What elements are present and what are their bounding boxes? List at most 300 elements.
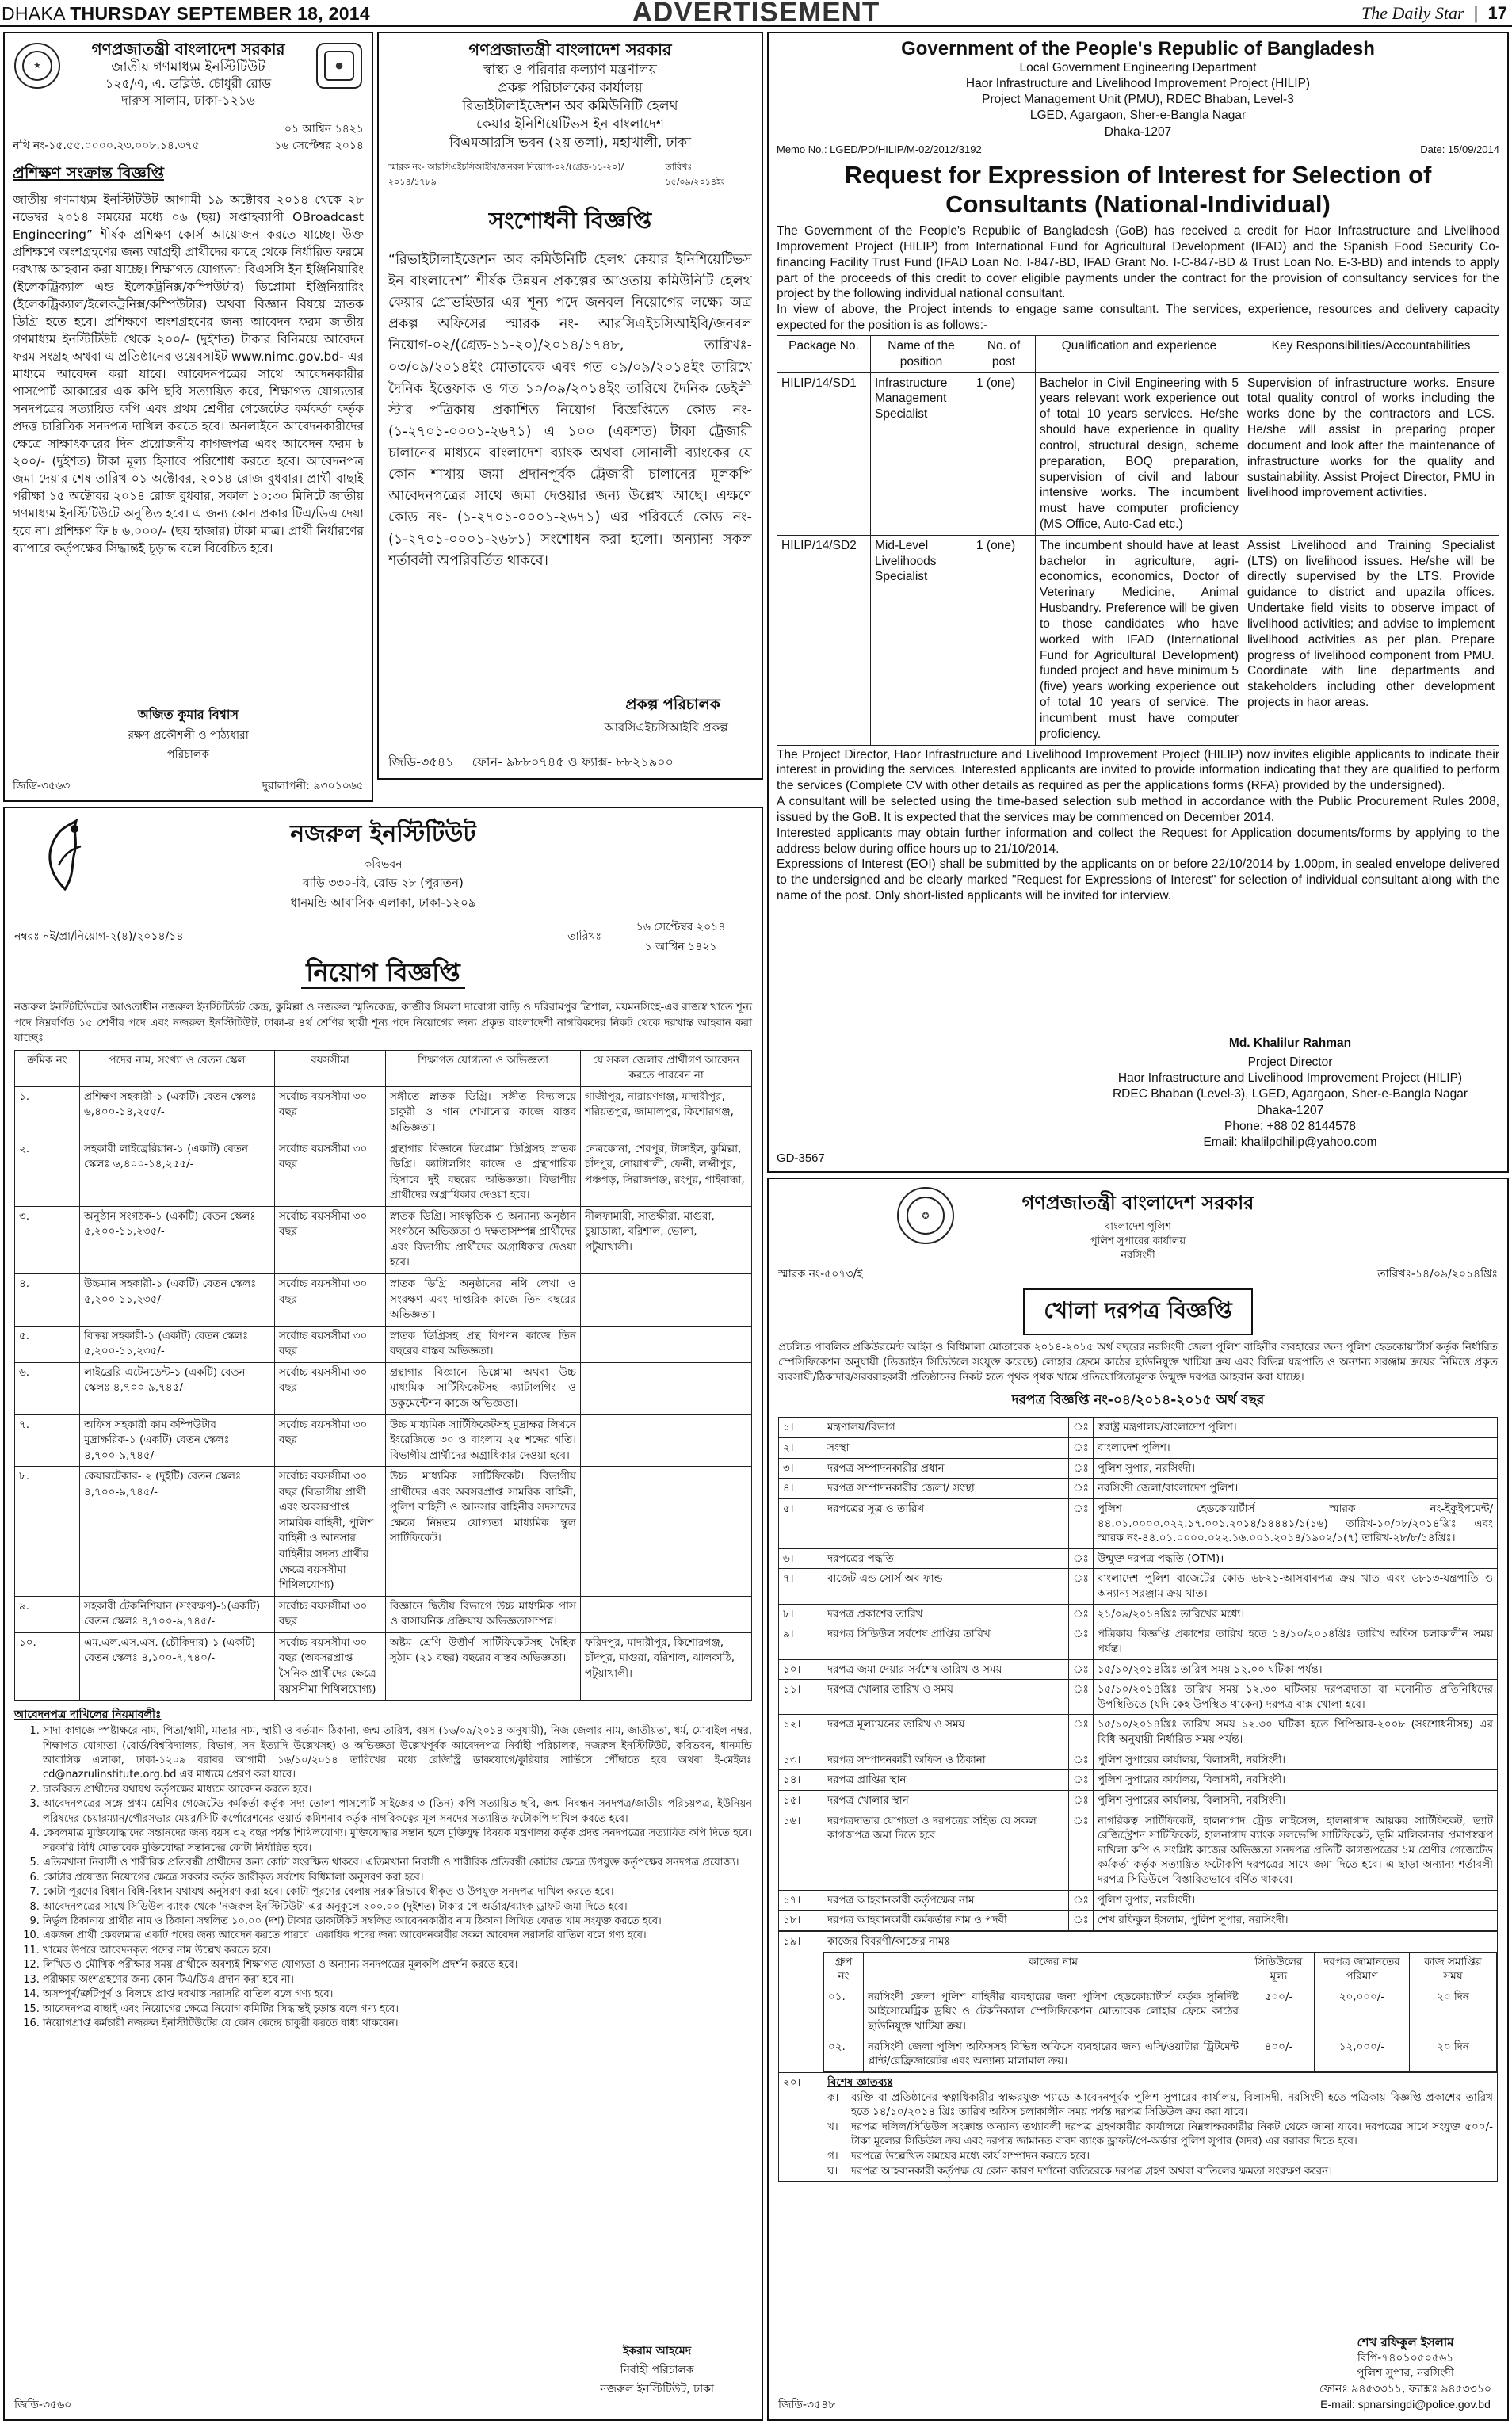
phone: ফোন- ৯৮৮০৭৪৫ ও ফ্যাক্স- ৮৮২১৯০০	[472, 754, 674, 769]
table-cell: সর্বোচ্চ বয়সসীমা ৩০ বছর	[275, 1326, 386, 1362]
table-row	[779, 1911, 1498, 1931]
table-cell: উচ্চমান সহকারী-১ (একটি) বেতন স্কেলঃ ৫,২০০-১১,২৩৫/-	[80, 1274, 275, 1327]
address-line: RDEC Bhaban (Level-3), LGED, Agargaon, Sher-e-Bangla Nagar	[1112, 1087, 1468, 1101]
rule-item: 10. একজন প্রার্থী কেবলমাত্র একটি পদের জন্য আবেদন করতে পারবে। একাধিক পদের জন্য আবেদনকারীর সকল আবেদন সরাসরি বাতিল বলে গণ্য হবে।	[43, 1929, 752, 1943]
table-cell: ০১.	[824, 1987, 864, 2037]
row-value: পুলিশ হেডকোয়ার্টার্স স্মারক নং-ইকুইপমেন্ট/৪৪.০১.০০০০.০২২.১৭.০০১.২০১৪/১৪৪৪১/১(১৬) তারিখ-১০/০৮/২০১৪খ্রিঃ এবং স্মারক নং-৪৪.০১.০০০০.০২২.১৬.০০১.২০১৪/১৯০২/১(৭) তারিখ-২৮/৮/১৪খ্রিঃ।	[1093, 1498, 1497, 1548]
project-name: কেয়ার ইনিশিয়েটিভস ইন বাংলাদেশ	[475, 116, 665, 133]
rule-item: 1. সাদা কাগজে স্পষ্টাক্ষরে নাম, পিতা/স্বামী, মাতার নাম, স্থায়ী ও বর্তমান ঠিকানা, জন্ম তারিখ, বয়স (১৬/০৯/২০১৪ অনুযায়ী), নিজ জেলার নাম, জাতীয়তা, ধর্ম, মোবাইল নম্বর, শিক্ষাগত যোগ্যতা (বোর্ড/বিশ্ববিদ্যালয়, বিভাগ, সন ইত্যাদি উল্লেখসহ) ও অভিজ্ঞতা উল্লেখপূর্বক আবেদনপত্র নির্বাহী পরিচালক, নজরুল ইনস্টিটিউট, কবিভবন, ধানমন্ডি আবাসিক এলাকা, ঢাকা-১২০৯ বরাবর আগামী ১৬/১০/২০১৪ তারিখের মধ্যে রেজিস্ট্রি ডাকযোগে/কুরিয়ার সার্ভিসে পৌঁছাতে হবে অথবা ই-মেইলঃ cd@nazrulinstitute.org.bd এর মাধ্যমে প্রেরণ করা যাবে।	[43, 1724, 752, 1783]
masthead	[0, 0, 1512, 27]
table-cell: সহকারী লাইব্রেরিয়ান-১ (একটি) বেতন স্কেলঃ ৬,৪০০-১৪,২৫৫/-	[80, 1139, 275, 1206]
nimc-logo-icon: ●	[316, 43, 362, 89]
table-cell: অফিস সহকারী কাম কম্পিউটার মুদ্রাক্ষরিক-১ (একটি) বেতন স্কেলঃ ৪,৭০০-৯,৭৪৫/-	[80, 1414, 275, 1467]
row-number: ১৮।	[779, 1911, 823, 1931]
rule-item: 4. কেবলমাত্র মুক্তিযোদ্ধাদের সন্তানদের জন্য বয়স ৩২ বছর পর্যন্ত শিথিলযোগ্য। মুক্তিযোদ্ধার সন্তান হলে মুক্তিযুদ্ধ বিষয়ক মন্ত্রণালয় কর্তৃক প্রদত্ত সনদপত্রের সত্যায়িত কপি দিতে হবে। সরকারি বিধি মোতাবেক মুক্তিযোদ্ধা সন্তানদের কোটা নির্ধারিত হবে।	[43, 1827, 752, 1856]
table-row	[15, 1414, 752, 1467]
row-number: ১৭।	[779, 1890, 823, 1911]
org-subtitle: কবিভবন	[364, 858, 403, 871]
table-cell	[581, 1467, 752, 1597]
table-cell: Infrastructure Management Specialist	[871, 372, 972, 535]
table-cell: ৪.	[15, 1274, 80, 1327]
work-label: কাজের বিবরণী/কাজের নামঃ	[827, 1934, 950, 1948]
table-cell: উচ্চ মাধ্যমিক সার্টিফিকেট। বিভাগীয় প্রার্থীদের এবং অবসরপ্রাপ্ত সামরিক বাহিনী, পুলিশ বাহিনী ও আনসার বাহিনীর সদস্যদের ক্ষেত্রে নিম্নতম যোগ্যতা মাধ্যমিক স্কুল সার্টিফিকেট।	[386, 1467, 581, 1597]
rule-item: 9. নির্ভুল ঠিকানায় প্রার্থীর নাম ও ঠিকানা সম্বলিত ১০.০০ (দশ) টাকার ডাকটিকিট সম্বলিত আবেদনকারীর নাম ঠিকানা লিখিত ফেরত খাম সংযুক্ত করতে হবে।	[43, 1914, 752, 1929]
intro-paragraph: প্রচলিত পাবলিক প্রকিউরমেন্ট আইন ও বিধিমালা মোতাবেক ২০১৪-২০১৫ অর্থ বছরের নরসিংদী জেলা পুলিশ বাহিনীর ব্যবহারের জন্য পুলিশ হেডকোয়ার্টার্স কর্তৃক নির্ধারিত স্পেসিফিকেশন অনুযায়ী (ডিজাইন সিডিউলে সংযুক্ত করেছে) লোহার ফ্রেমে কাঠের ছাউনিযুক্ত খাটিয়া ক্রয় এবং বিভিন্ন যন্ত্রপাতি ও অন্যান্য সরঞ্জাম ক্রয়ের নিমিত্তে প্রকৃত ব্যবসায়ী/ঠিকাদার/সরবরাহকারী প্রতিষ্ঠানের নিকট হতে পৃথক পৃথক খামে প্রতিযোগিতামূলক উন্মুক্ত দরপত্র আহবান করা যাচ্ছে।	[778, 1341, 1498, 1384]
row-value: ১৫/১০/২০১৪খ্রিঃ তারিখ সময় ১২.০০ ঘটিকা পর্যন্ত।	[1093, 1659, 1497, 1680]
table-cell: সর্বোচ্চ বয়সসীমা ৩০ বছর	[275, 1414, 386, 1467]
table-cell: প্রশিক্ষণ সহকারী-১ (একটি) বেতন স্কেলঃ ৬,৪০০-১৪,২৫৫/-	[80, 1086, 275, 1139]
table-row	[824, 1987, 1497, 2037]
notice-title: নিয়োগ বিজ্ঞপ্তি	[301, 957, 464, 989]
address-line: Haor Infrastructure and Livelihood Improvement Project (HILIP)	[965, 77, 1311, 91]
row-number: ৪।	[779, 1479, 823, 1499]
separator: ঃ	[1069, 1715, 1094, 1750]
ad-rchcib	[377, 32, 763, 780]
table-row	[777, 535, 1499, 745]
tender-table	[778, 1417, 1498, 1931]
note-item	[827, 2120, 1493, 2149]
row-label: দরপত্র সিডিউল সর্বশেষ প্রাপ্তির তারিখ	[823, 1624, 1069, 1659]
table-row	[779, 1604, 1498, 1624]
separator: ঃ	[1069, 1548, 1094, 1569]
rule-item: 13. পরীক্ষায় অংশগ্রহণের জন্য কোন টিএ/ডিএ প্রদান করা হবে না।	[43, 1973, 752, 1987]
row-label: দরপত্র সম্পাদনকারীর জেলা/ সংস্থা	[823, 1479, 1069, 1499]
row-label: মন্ত্রণালয়/বিভাগ	[823, 1418, 1069, 1438]
table-cell: অনুষ্ঠান সংগঠক-১ (একটি) বেতন স্কেলঃ ৫,২০০-১১,২৩৫/-	[80, 1206, 275, 1273]
signer-id: বিপি-৭৪০১০৫০৫৬১	[1357, 2351, 1454, 2365]
row-value: শেখ রফিকুল ইসলাম, পুলিশ সুপার, নরসিংদী।	[1093, 1911, 1497, 1931]
memo-date: তারিখঃ ১৫/০৯/২০১৪ইং	[665, 161, 725, 187]
column-header: দরপত্র জামানতের পরিমাণ	[1315, 1952, 1410, 1987]
police-emblem-icon: ✪	[897, 1187, 954, 1244]
table-cell: নরসিংদী জেলা পুলিশ অফিসসহ বিভিন্ন অফিসে ব্যবহারের জন্য এসি/ওয়াটার ট্রিটমেন্ট প্লান্ট/রেফ্রিজারেটর এবং অন্যান্য মালামাল ক্রয়।	[864, 2037, 1243, 2071]
rule-item: 7. কোটা পূরণের বিধান বিধি-বিধান যথাযথ অনুসরণ করা হবে। কোটা পূরণের বেলায় সরকারিভাবে স্বীকৃত ও উপযুক্ত সনদপত্র দাখিল করতে হবে।	[43, 1885, 752, 1899]
section-title: ADVERTISEMENT	[632, 0, 880, 28]
row-number: ১০।	[779, 1659, 823, 1680]
row-value: বাংলাদেশ পুলিশ।	[1093, 1438, 1497, 1459]
rule-item: 11. খামের উপরে আবেদনকৃত পদের নাম উল্লেখ করতে হবে।	[43, 1944, 752, 1958]
table-cell: বিক্রয় সহকারী-১ (একটি) বেতন স্কেলঃ ৫,২০০-১১,২৩৫/-	[80, 1326, 275, 1362]
intro-paragraph: In view of above, the Project intends to engage same consultant. The services, experience, resources and delivery capacity expected for the position is as follows:-	[777, 303, 1499, 333]
note-item	[827, 2164, 1493, 2179]
row-value: উন্মুক্ত দরপত্র পদ্ধতি (OTM)।	[1093, 1548, 1497, 1569]
table-cell: সহকারী টেকনিশিয়ান (সংরক্ষণ)-১(একটি) বেতন স্কেলঃ ৪,৭০০-৯,৭৪৫/-	[80, 1596, 275, 1632]
table-row	[15, 1632, 752, 1700]
row-label: সংস্থা	[823, 1438, 1069, 1459]
row-number: ২।	[779, 1438, 823, 1459]
table-cell	[581, 1596, 752, 1632]
memo-number: স্মারক নং-৫০৭৩/ই	[778, 1268, 863, 1281]
address-line: পুলিশ সুপারের কার্যালয়	[1090, 1235, 1186, 1248]
column-header: ক্রমিক নং	[15, 1050, 80, 1086]
table-cell	[581, 1362, 752, 1414]
row-value: পুলিশ সুপারের কার্যালয়, বিলাসদী, নরসিংদী।	[1093, 1770, 1497, 1791]
signature-block	[600, 2342, 714, 2399]
table-row	[779, 1479, 1498, 1499]
ad-nazrul	[3, 807, 763, 2421]
column-header: বয়সসীমা	[275, 1050, 386, 1086]
column-header: কাজ সমাপ্তির সময়	[1410, 1952, 1497, 1987]
row-label: দরপত্র খোলার স্থান	[823, 1790, 1069, 1811]
row-label: দরপত্র মূল্যায়নের তারিখ ও সময়	[823, 1715, 1069, 1750]
table-row	[779, 1715, 1498, 1750]
memo-date: তারিখঃ-১৪/০৯/২০১৪খ্রিঃ	[1376, 1268, 1498, 1281]
table-cell: ১২,০০০/-	[1315, 2037, 1410, 2071]
table-cell: স্নাতক ডিগ্রি। অনুষ্ঠানের নথি লেখা ও সংরক্ষণ এবং দাপ্তরিক কাজে তিন বছরের অভিজ্ঞতা।	[386, 1274, 581, 1327]
table-cell: নীলফামারী, সাতক্ষীরা, মাগুরা, চুয়াডাঙ্গা, বরিশাল, ভোলা, পটুয়াখালী।	[581, 1206, 752, 1273]
table-header-row	[824, 1952, 1497, 1987]
row-value: ২১/০৯/২০১৪খ্রিঃ তারিখের মধ্যে।	[1093, 1604, 1497, 1624]
row-number: ১।	[779, 1418, 823, 1438]
table-row	[15, 1326, 752, 1362]
separator: ঃ	[1069, 1659, 1094, 1680]
table-cell: সর্বোচ্চ বয়সসীমা ৩০ বছর	[275, 1139, 386, 1206]
table-cell: ২.	[15, 1139, 80, 1206]
separator: ঃ	[1069, 1458, 1094, 1479]
row-label: দরপত্র প্রাপ্তির স্থান	[823, 1770, 1069, 1791]
masthead-paper: The Daily Star | 17	[1361, 3, 1507, 23]
tender-subtitle: দরপত্র বিজ্ঞপ্তি নং-০৪/২০১৪-২০১৫ অর্থ বছর	[1011, 1392, 1265, 1409]
table-row	[15, 1467, 752, 1597]
govt-heading: গণপ্রজাতন্ত্রী বাংলাদেশ সরকার	[91, 40, 285, 59]
notice-body: জাতীয় গণমাধ্যম ইনস্টিটিউট আগামী ১৯ অক্টোবর ২০১৪ থেকে ২৮ নভেম্বর ২০১৪ সময়ের মধ্যে ০৬ (ছয়) সপ্তাহব্যাপী OBroadcast Engineering” শীর্ষক প্রশিক্ষণ কোর্স আয়োজন করতে যাচ্ছে। উক্ত প্রশিক্ষণে অংশগ্রহণের জন্য আগ্রহী প্রার্থীদের কাছে থেকে নির্ধারিত ফরমে দরখাস্ত আহবান করা যাচ্ছে। শিক্ষাগত যোগ্যতা: বিএসসি ইন ইঞ্জিনিয়ারিং (ইলেকট্রিক্যাল এন্ড ইলেকট্রনিক্স/কম্পিউটার) ডিপ্লোমা ইঞ্জিনিয়ারিং (ইলেকট্রিক্যাল/ইলেকট্রনিক্স/কম্পিউটার) অথবা বিজ্ঞান বিষয়ে স্নাতক ডিগ্রি হতে হবে। প্রশিক্ষণে অংশগ্রহণের জন্য আবেদন ফরম জাতীয় গণমাধ্যম ইনস্টিটিউট থেকে ২০০/- (দুইশত) টাকার বিনিময়ে আবেদন ফরম সংগ্রহ অথবা এ প্রতিষ্ঠানের ওয়েবসাইট www.nimc.gov.bd- এর মাধ্যমে আবেদন করা যাবে। আবেদনপত্রের সাথে আবেদনকারীর পাসপোর্ট আকারের এক কপি ছবি সত্যায়িত করে, শিক্ষাগত যোগ্যতার সনদপত্রের সত্যায়িত কপি এবং প্রথম শ্রেণীর গেজেটেড কর্মকর্তা কর্তৃক প্রদত্ত চারিত্রিক সনদপত্র দাখিল করতে হবে। অনলাইনে আবেদনকারীদের ক্ষেত্রে সাক্ষাৎকারের দিন প্রয়োজনীয় কাগজপত্র এবং আবেদন ফরম ৳ ২০০/- (দুইশত) টাকা মূল্য হিসাবে পরিশোধ করতে হবে। আবেদনপত্র জমা দেয়ার শেষ তারিখ ০১ অক্টোবর, ২০১৪ রোজ বুধবার। প্রার্থী বাছাই পরীক্ষা ১৫ অক্টোবর ২০১৪ রোজ বুধবার, সকাল ১০:৩০ মিনিটে জাতীয় গণমাধ্যম ইনস্টিটিউটে অনুষ্ঠিত হবে। এ জন্য কোন প্রকার টিএ/ডিএ দেয়া হবে না। প্রশিক্ষণ ফি ৳ ৬,০০০/- (ছয় হাজার) টাকা মাত্র। প্রার্থী নির্ধারণের ব্যাপারে কর্তৃপক্ষের সিদ্ধান্তই চূড়ান্ত বলে বিবেচিত হবে।	[13, 193, 364, 556]
signer-role: নির্বাহী পরিচালক	[620, 2364, 694, 2376]
table-cell: সর্বোচ্চ বয়সসীমা ৩০ বছর	[275, 1362, 386, 1414]
govt-seal-icon: ★	[14, 43, 60, 89]
table-row	[15, 1139, 752, 1206]
govt-heading: Government of the People's Republic of Bangladesh	[901, 38, 1375, 59]
separator: ঃ	[1069, 1770, 1094, 1791]
table-cell: Assist Livelihood and Training Specialist (LTS) on livelihood issues. He/she will be directly supervised by the LTS. Provide guidance to district and upazila offices. Undertake field visits to observe impact of livelihood activities; and advise to implement livelihood activities as per plan. Prepare progress of livelihood component from PMU. Coordinate with line departments and stakeholders including other development projects in haor areas.	[1243, 535, 1499, 745]
table-cell: গ্রন্থাগার বিজ্ঞানে ডিপ্লোমা ডিগ্রিসহ স্নাতক ডিগ্রি। ক্যাটালগিং কাজে ও গ্রন্থাগারিক হিসাবে দুই বছরের অভিজ্ঞতা। বিভাগীয় প্রার্থীদের অগ্রাধিকার দেওয়া হবে।	[386, 1139, 581, 1206]
table-cell: Mid-Level Livelihoods Specialist	[871, 535, 972, 745]
org-title: নজরুল ইনস্টিটিউট	[290, 820, 476, 848]
table-cell: ৪০০/-	[1243, 2037, 1315, 2071]
separator: ঃ	[1069, 1811, 1094, 1890]
date-bengali: ১ আশ্বিন ১৪২১	[644, 941, 717, 953]
phone: Phone: +88 02 8144578	[1224, 1119, 1356, 1133]
table-row	[779, 2072, 1498, 2181]
work-table-body	[824, 1987, 1497, 2071]
row-number: ১৪।	[779, 1770, 823, 1791]
table-cell: সঙ্গীতে স্নাতক ডিগ্রি। সঙ্গীত বিদ্যালয়ে চাকুরী ও গান শেখানোর কাজে বাস্তব অভিজ্ঞতা।	[386, 1086, 581, 1139]
signature-block	[1319, 2334, 1491, 2413]
column-header: No. of post	[972, 335, 1036, 372]
note-text: ব্যক্তি বা প্রতিষ্ঠানের স্বত্বাধিকারীর স্বাক্ষরযুক্ত প্যাডে আবেদনপূর্বক পুলিশ সুপারের কার্যালয়, বিলাসদী, নরসিংদী হতে পত্রিকায় বিজ্ঞপ্তি প্রকাশের তারিখ হতে ১৪/১০/২০১৪ খ্রিঃ তারিখ অফিস চলাকালীন সময় পর্যন্ত দরপত্র সিডিউল ক্রয় করা যাবে।	[851, 2090, 1493, 2119]
rule-item: 2. চাকরিরত প্রার্থীদের যথাযথ কর্তৃপক্ষের মাধ্যমে আবেদন করতে হবে।	[43, 1783, 752, 1797]
signer-name: Md. Khalilur Rahman	[1228, 1036, 1352, 1051]
memo-number: স্মারক নং- আরসিএইচসিআইবি/জনবল নিয়োগ-০২/(গ্রেড-১১-২০)/২০১৪/১৭৮৯	[388, 161, 624, 187]
separator: ঃ	[1069, 1498, 1094, 1548]
separator: ঃ	[1069, 1569, 1094, 1604]
column-header: Qualification and experience	[1036, 335, 1243, 372]
date-gregorian: ১৬ সেপ্টেম্বর ২০১৪	[609, 918, 752, 937]
table-cell: গ্রন্থাগার বিজ্ঞানে ডিপ্লোমা অথবা উচ্চ মাধ্যমিক সার্টিফিকেটসহ ক্যাটালগিং ও ডকুমেন্টেশন কাজে অভিজ্ঞতা।	[386, 1362, 581, 1414]
row-value: বাংলাদেশ পুলিশ বাজেটের কোড ৬৮২১-আসবাবপত্র ক্রয় খাত এবং ৬৮১৩-যন্ত্রপাতি ও অন্যান্য সরঞ্জাম ক্রয় খাত।	[1093, 1569, 1497, 1604]
row-value: পুলিশ সুপারের কার্যালয়, বিলাসদী, নরসিংদী।	[1093, 1790, 1497, 1811]
separator: ঃ	[1069, 1890, 1094, 1911]
table-cell	[581, 1274, 752, 1327]
table-cell: HILIP/14/SD2	[777, 535, 871, 745]
note-text: দরপত্র আহবানকারী কর্তৃপক্ষ যে কোন কারণ দর্শানো ব্যতিরেকে দরপত্র গ্রহণ অথবা বাতিলের ক্ষমতা সংরক্ষণ করেন।	[851, 2164, 1333, 2178]
work-table	[778, 1931, 1498, 2182]
tender-table-body	[779, 1418, 1498, 1931]
row-label: দরপত্র আহবানকারী কর্মকর্তার নাম ও পদবী	[823, 1911, 1069, 1931]
table-cell: ৩.	[15, 1206, 80, 1273]
intro-paragraph: নজরুল ইনস্টিটিউটের আওতাধীন নজরুল ইনস্টিটিউট কেন্দ্র, কুমিল্লা ও নজরুল স্মৃতিকেন্দ্র, কাজীর সিমলা দারোগা বাড়ি ও দরিরামপুর ত্রিশাল, ময়মনসিংহ-এর রাজস্ব খাতে শূন্য পদে নিম্নবর্ণিত ১৫ শ্রেণীর পদে এবং নজরুল ইনস্টিটিউট, ঢাকা-র ৪র্থ শ্রেণির স্থায়ী শূন্য পদে নিয়োগের জন্য প্রকৃত বাংলাদেশী নাগরিকদের নিকট থেকে দরখাস্ত আহবান করা যাচ্ছেঃ	[14, 1001, 752, 1045]
table-row	[779, 1931, 1498, 2072]
ad-id: জিডি-৩৫৪৮	[778, 2399, 836, 2411]
table-cell: বিজ্ঞানে দ্বিতীয় বিভাগে উচ্চ মাধ্যমিক পাস ও রাসায়নিক প্রক্রিয়ায় অভিজ্ঞতাসম্পন্ন।	[386, 1596, 581, 1632]
row-label: দরপত্র প্রকাশের তারিখ	[823, 1604, 1069, 1624]
table-cell: 1 (one)	[972, 535, 1036, 745]
signer-role: পুলিশ সুপার, নরসিংদী	[1357, 2367, 1454, 2380]
ministry: স্বাস্থ্য ও পরিবার কল্যাণ মন্ত্রণালয়	[483, 62, 657, 78]
address-line: LGED, Agargaon, Sher-e-Bangla Nagar	[1029, 109, 1247, 123]
note-item	[827, 2090, 1493, 2120]
separator: ঃ	[1069, 1438, 1094, 1459]
memo-date: Date: 15/09/2014	[1420, 143, 1499, 155]
rule-item: 12. লিখিত ও মৌখিক পরীক্ষার সময় প্রার্থীকে অবশ্যই শিক্ষাগত যোগ্যতা ও অন্যান্য সনদপত্রের মূলকপি প্রদর্শন করতে হবে।	[43, 1958, 752, 1972]
table-cell: উচ্চ মাধ্যমিক সার্টিফিকেটসহ মুদ্রাক্ষর লিখনে ইংরেজিতে ৩০ ও বাংলায় ২৫ শব্দের গতি। বিভাগীয় প্রার্থীদের অগ্রাধিকার দেওয়া হবে।	[386, 1414, 581, 1467]
notes-title: বিশেষ জ্ঞাতব্যঃ	[827, 2075, 893, 2089]
row-value: ১৫/১০/২০১৪খ্রিঃ তারিখ সময় ১২.৩০ ঘটিকা হতে পিপিআর-২০০৮ (সংশোধনীসহ) এর বিধি অনুযায়ী নির্ধারিত সময় পর্যন্ত।	[1093, 1715, 1497, 1750]
table-row	[15, 1596, 752, 1632]
separator: ঃ	[1069, 1479, 1094, 1499]
table-row	[779, 1438, 1498, 1459]
row-value: পুলিশ সুপার, নরসিংদী।	[1093, 1458, 1497, 1479]
row-number: ১২।	[779, 1715, 823, 1750]
notice-title: Consultants (National-Individual)	[945, 189, 1331, 218]
table-cell	[581, 1326, 752, 1362]
table-cell: ৯.	[15, 1596, 80, 1632]
column-header: শিক্ষাগত যোগ্যতা ও অভিজ্ঞতা	[386, 1050, 581, 1086]
note-text: দরপত্রে উল্লেখিত সময়ের মধ্যে কার্য সম্পাদন করতে হবে।	[851, 2150, 1090, 2163]
project-name: রিভাইটালাইজেশন অব কমিউনিটি হেলথ	[462, 98, 678, 115]
separator: ঃ	[1069, 1750, 1094, 1770]
table-cell: Bachelor in Civil Engineering with 5 years relevant work experience out of total 10 years services. He/she should have experience in quality control, structural design, scheme preparation, BOQ preparation, supervision of civil and labour intensive works. The incumbent must have computer proficiency (MS Office, Auto-Cad etc.)	[1036, 372, 1243, 535]
row-number: ৫।	[779, 1498, 823, 1548]
column-header: Name of the position	[871, 335, 972, 372]
table-cell: স্নাতক ডিগ্রিসহ প্রন্থ বিপণন কাজে তিন বছরের বাস্তব অভিজ্ঞতা।	[386, 1326, 581, 1362]
separator: ঃ	[1069, 1790, 1094, 1811]
govt-heading: গণপ্রজাতন্ত্রী বাংলাদেশ সরকার	[1021, 1192, 1254, 1214]
org-name: জাতীয় গণমাধ্যম ইনস্টিটিউট	[111, 59, 265, 75]
signature-block	[1084, 1036, 1496, 1151]
ad-id: GD-3567	[777, 1151, 825, 1165]
table-cell: ৫.	[15, 1326, 80, 1362]
table-cell: এম.এল.এস.এস. (চৌকিদার)-১ (একটি) বেতন স্কেলঃ ৪,১০০-৭,৭৪০/-	[80, 1632, 275, 1700]
vacancy-table-body	[15, 1086, 752, 1700]
intro-paragraph: The Government of the People's Republic of Bangladesh (GoB) has received a credit for Haor Infrastructure and Livelihood Improvement Project (HILIP) from International Fund for Agricultural Development (IFAD) and the Spanish Food Security Co-financing Facility Trust Fund (IFAD Loan No. I-847-BD, IFAD Grant No. I-C-847-BD & Trust Loan No. E-3-BD) and intends to apply part of the proceeds of this credit to cover eligible payments under the contract for the provision of consultancy services for the project by the following individual national consultant.	[777, 224, 1499, 301]
rule-item: 8. আবেদনপত্রের সাথে সিডিউল ব্যাংক থেকে 'নজরুল ইনস্টিটিউট'-এর অনুকূলে ২০০.০০ (দুইশত) টাকার পে-অর্ডার/ব্যাংক ড্রাফট জমা দিতে হবে।	[43, 1900, 752, 1914]
signer-role: Project Director	[1247, 1055, 1333, 1070]
body-paragraph: The Project Director, Haor Infrastructure and Livelihood Improvement Project (HILIP) now invites eligible applicants to indicate their interest in providing the services. Interested applicants are invited to provide information indicating that they are qualified to perform the services (Complete CV with other details as required as per the applications forms (RFA) provided by the undersigned).	[777, 747, 1499, 793]
signer-role: Haor Infrastructure and Livelihood Improvement Project (HILIP)	[1117, 1071, 1463, 1086]
table-header-row	[15, 1050, 752, 1086]
row-label: বাজেট এন্ড সোর্স অব ফান্ড	[823, 1569, 1069, 1604]
column-header: গ্রুপ নং	[824, 1952, 864, 1987]
table-cell: ৬.	[15, 1362, 80, 1414]
table-cell: Supervision of infrastructure works. Ensure total quality control of works including the works done by the contractors and LCS. He/she will assist in preparing proper document and look after the maintenance of infrastructure works for the quality and sustainability. Assist Project Director, PMU in livelihood improvement activities.	[1243, 372, 1499, 535]
address-line: Dhaka-1207	[1104, 124, 1172, 139]
signer-name: শেখ রফিকুল ইসলাম	[1357, 2334, 1454, 2350]
memo-number: নথি নং-১৫.৫৫.০০০০.২৩.০০৮.১৪.৩৭৫	[13, 139, 200, 153]
table-row	[779, 1624, 1498, 1659]
table-row	[824, 2037, 1497, 2071]
table-cell: HILIP/14/SD1	[777, 372, 871, 535]
row-value: স্বরাষ্ট্র মন্ত্রণালয়/বাংলাদেশ পুলিশ।	[1093, 1418, 1497, 1438]
table-row	[779, 1659, 1498, 1680]
date-gregorian: ১৬ সেপ্টেম্বর ২০১৪	[274, 139, 364, 153]
rule-item: 3. আবেদনপত্রের সঙ্গে প্রথম শ্রেণির গেজেটেড কর্মকর্তা কর্তৃক সদ্য তোলা পাসপোর্ট সাইজের ৩ (তিন) কপি সত্যায়িত ছবি, জন্ম নিবন্ধন সনদপত্র/জাতীয় পরিচয়পত্র, ইউনিয়ন পরিষদের চেয়ারম্যান/পৌরসভার মেয়র/সিটি কর্পোরেশনের ওয়ার্ড কমিশনার কর্তৃক নাগরিকত্বের মূল সনদের সত্যায়িত ফটোকপি দাখিল করতে হবে।	[43, 1797, 752, 1827]
column-header: Package No.	[777, 335, 871, 372]
table-cell: সর্বোচ্চ বয়সসীমা ৩০ বছর	[275, 1206, 386, 1273]
row-label: দরপত্র সম্পাদনকারী অফিস ও ঠিকানা	[823, 1750, 1069, 1770]
signer-role: রক্ষণ প্রকৌশলী ও পাঠ্যধারা	[128, 729, 249, 742]
column-header: Key Responsibilities/Accountabilities	[1243, 335, 1499, 372]
note-item	[827, 2149, 1493, 2164]
address-line: দারুস সালাম, ঢাকা-১২১৬	[121, 92, 255, 108]
table-cell: ২০ দিন	[1410, 1987, 1497, 2037]
table-cell: সর্বোচ্চ বয়সসীমা ৩০ বছর (বিভাগীয় প্রার্থী এবং অবসরপ্রাপ্ত সামরিক বাহিনী, পুলিশ বাহিনী ও আনসার বাহিনীর সদস্য প্রার্থীর ক্ষেত্রে বয়সসীমা শিথিলযোগ্য)	[275, 1467, 386, 1597]
row-number: ৯।	[779, 1624, 823, 1659]
address-line: ধানমন্ডি আবাসিক এলাকা, ঢাকা-১২০৯	[290, 895, 476, 910]
row-number: ১৯।	[779, 1931, 823, 2072]
row-value: ১৫/১০/২০১৪খ্রিঃ তারিখ সময় ১২.৩০ ঘটিকায় দরপত্রদাতা বা মনোনীত প্রতিনিধিদের উপস্থিতিতে (যদি কেহ উপস্থিত থাকেন) দরপত্র বাক্স খোলা হবে।	[1093, 1680, 1497, 1715]
date-bengali: ০১ আশ্বিন ১৪২১	[284, 123, 364, 136]
table-cell: নরসিংদী জেলা পুলিশ বাহিনীর ব্যবহারের জন্য পুলিশ হেডকোয়ার্টার্স কর্তৃক সুনির্দিষ্ট আইসোমেট্রিক ড্রয়িং ও টেকনিক্যাল স্পেসিফিকেশন মোতাবেক লোহার ফ্রেমে কাঠের ছাউনিযুক্ত খাটিয়া ক্রয়।	[864, 1987, 1243, 2037]
ad-hilip	[767, 32, 1509, 1173]
table-cell: সর্বোচ্চ বয়সসীমা ৩০ বছর	[275, 1274, 386, 1327]
memo-number: নম্বরঃ নই/প্রা/নিয়োগ-২(৪)/২০১৪/১৪	[14, 930, 184, 943]
row-value: পত্রিকায় বিজ্ঞপ্তি প্রকাশের তারিখ হতে ১৪/১০/২০১৪খ্রিঃ তারিখ অফিস চলাকালীন সময় পর্যন্ত।	[1093, 1624, 1497, 1659]
positions-table	[777, 335, 1499, 746]
table-cell: ৮.	[15, 1467, 80, 1597]
table-cell: ১.	[15, 1086, 80, 1139]
column-header: সিডিউলের মূল্য	[1243, 1952, 1315, 1987]
table-cell: The incumbent should have at least bachelor in agriculture, agri-economics, economics, Doctor of Veterinary Medicine, Animal Husbandry. Preference will be given to those candidates who have worked with IFAD (International Fund for Agricultural Development) funded project and have minimum 5 (five) years working experience out of total 10 years of service. The incumbent must have computer proficiency.	[1036, 535, 1243, 745]
table-cell: ৭.	[15, 1414, 80, 1467]
rules-title: আবেদনপত্র দাখিলের নিয়মাবলীঃ	[14, 1708, 162, 1722]
table-cell: ০২.	[824, 2037, 864, 2071]
date-label: তারিখঃ	[567, 930, 601, 943]
table-row	[779, 1890, 1498, 1911]
table-cell: 1 (one)	[972, 372, 1036, 535]
signer-name: প্রকল্প পরিচালক	[625, 695, 720, 713]
table-row	[779, 1498, 1498, 1548]
address-line: ১২৫/এ, এ. ডব্লিউ. চৌধুরী রোড	[105, 76, 272, 92]
row-label: দরপত্র জমা দেয়ার সর্বশেষ তারিখ ও সময়	[823, 1659, 1069, 1680]
table-row	[779, 1458, 1498, 1479]
address-line: Dhaka-1207	[1256, 1103, 1324, 1117]
column-header: যে সকল জেলার প্রার্থীগণ আবেদন করতে পারবেন না	[581, 1050, 752, 1086]
notice-title: সংশোধনী বিজ্ঞপ্তি	[488, 206, 652, 234]
notice-title: প্রশিক্ষণ সংক্রান্ত বিজ্ঞপ্তি	[13, 163, 164, 183]
table-cell: ২০,০০০/-	[1315, 1987, 1410, 2037]
note-marker: গ।	[827, 2150, 838, 2163]
ad-id: জিডি-৩৫৪১	[388, 754, 454, 769]
table-cell: কেয়ারটেকার- ২ (দুইটি) বেতন স্কেলঃ ৪,৭০০-৯,৭৪৫/-	[80, 1467, 275, 1597]
table-cell: লাইব্রেরি এটেনডেন্ট-১ (একটি) বেতন স্কেলঃ ৪,৭০০-৯,৭৪৫/-	[80, 1362, 275, 1414]
body-paragraph: A consultant will be selected using the time-based selection sub method in accordance with the Public Procurement Rules 2008, issued by the GoB. It is expected that the services may be commenced on December 2014.	[777, 795, 1499, 824]
body-paragraph: Interested applicants may obtain further information and collect the Request for Application documents/forms by applying to the address below during office hours up to 21/10/2014.	[777, 826, 1499, 856]
table-row	[779, 1811, 1498, 1890]
separator: ঃ	[1069, 1604, 1094, 1624]
rule-item: 16. নিয়োগপ্রাপ্ত কর্মচারী নজরুল ইনস্টিটিউটের যে কোন কেন্দ্রে চাকুরী করতে বাধ্য থাকবেন।	[43, 2017, 752, 2031]
address-line: Local Government Engineering Department	[1019, 61, 1257, 74]
row-label: দরপত্র খোলার তারিখ ও সময়	[823, 1680, 1069, 1715]
table-row	[779, 1548, 1498, 1569]
signer-role: নজরুল ইনস্টিটিউট, ঢাকা	[600, 2383, 714, 2395]
address-line: Project Management Unit (PMU), RDEC Bhaban, Level-3	[982, 93, 1294, 107]
rule-item: 6. কোটার প্রযোজ্য নিয়োগের ক্ষেত্রে সরকার কর্তৃক জারীকৃত সর্বশেষ বিধিমালা অনুসরণ করা হবে।	[43, 1871, 752, 1885]
column-header: কাজের নাম	[864, 1952, 1243, 1987]
govt-heading: গণপ্রজাতন্ত্রী বাংলাদেশ সরকার	[468, 40, 672, 59]
address-line: নরসিংদী	[1121, 1250, 1155, 1262]
table-cell: ১০.	[15, 1632, 80, 1700]
table-cell: সর্বোচ্চ বয়সসীমা ৩০ বছর	[275, 1596, 386, 1632]
address-line: বিএমআরসি ভবন (২য় তলা), মহাখালী, ঢাকা	[449, 135, 692, 151]
table-header-row	[777, 335, 1499, 372]
table-row	[779, 1770, 1498, 1791]
separator: ঃ	[1069, 1418, 1094, 1438]
masthead-date: DHAKA THURSDAY SEPTEMBER 18, 2014	[2, 3, 370, 24]
email: E-mail: spnarsingdi@police.gov.bd	[1320, 2398, 1491, 2411]
memo-number: Memo No.: LGED/PD/HILIP/M-02/2012/3192	[777, 143, 982, 155]
row-label: দরপত্রদাতার যোগ্যতা ও দরপত্রের সহিত যে সকল কাগজপত্র জমা দিতে হবে	[823, 1811, 1069, 1890]
row-number: ১৬।	[779, 1811, 823, 1890]
rule-item: 15. আবেদনপত্র বাছাই এবং নিয়োগের ক্ষেত্রে নিয়োগ কমিটির সিদ্ধান্তই চূড়ান্ত বলে গণ্য হবে।	[43, 2002, 752, 2017]
table-cell: ফরিদপুর, মাদারীপুর, কিশোরগঞ্জ, চাঁদপুর, মাগুরা, বরিশাল, ঝালকাঠি, পটুয়াখালী।	[581, 1632, 752, 1700]
ad-nimc	[3, 32, 373, 802]
row-value: নাগরিকত্ব সার্টিফিকেট, হালনাগাদ ট্রেড লাইসেন্স, হালনাগাদ আয়কর সার্টিফিকেট, ভ্যাট রেজিস্ট্রেশন সার্টিফিকেট, হালনাগাদ ব্যাংক সলভেন্সি সার্টিফিকেট, ভূমি মালিকানার প্রমাণস্বরূপ দাখিলা কপি ও সংশ্লিষ্ট কাজের অভিজ্ঞতা সনদপত্র প্রতিটি কাগজপত্রের ১ম শ্রেণীর গেজেটেড কর্মকর্তা কর্তৃক সত্যায়িত ফটোকপি দরপত্রের সাথে জমা দিতে হবে। এ ছাড়া অন্যান্য শর্তাবলী দরপত্র সিডিউলে বিস্তারিতভাবে বর্ণিত থাকবে।	[1093, 1811, 1497, 1890]
row-number: ৮।	[779, 1604, 823, 1624]
table-row	[779, 1750, 1498, 1770]
ad-police	[767, 1178, 1509, 2421]
row-label: দরপত্র সম্পাদনকারীর প্রধান	[823, 1458, 1069, 1479]
row-number: ১৫।	[779, 1790, 823, 1811]
signer-role: আরসিএইচসিআইবি প্রকল্প	[604, 720, 728, 735]
table-row	[15, 1086, 752, 1139]
email: Email: khalilpdhilip@yahoo.com	[1203, 1135, 1377, 1149]
rules-list	[14, 1724, 752, 2032]
office: প্রকল্প পরিচালকের কার্যালয়	[498, 80, 643, 97]
address-line: বাংলাদেশ পুলিশ	[1105, 1221, 1171, 1233]
table-row	[779, 1418, 1498, 1438]
signer-name: ইকরাম আহমেদ	[623, 2345, 692, 2357]
notes-list	[827, 2090, 1493, 2179]
row-number: ৬।	[779, 1548, 823, 1569]
separator: ঃ	[1069, 1624, 1094, 1659]
signer-role: পরিচালক	[166, 748, 210, 762]
nazrul-logo-icon	[35, 818, 94, 894]
column-header: পদের নাম, সংখ্যা ও বেতন স্কেল	[80, 1050, 275, 1086]
row-number: ১১।	[779, 1680, 823, 1715]
ad-id: জিডি-৩৫৬৩	[13, 780, 71, 792]
row-label: দরপত্রের পদ্ধতি	[823, 1548, 1069, 1569]
rule-item: 5. এতিমখানা নিবাসী ও শারীরিক প্রতিবন্ধী প্রার্থীদের জন্য কোটা সংরক্ষিত থাকবে। এতিমখানা নিবাসী ও শারীরিক প্রতিবন্ধী কোটার ক্ষেত্রে উপযুক্ত কর্তৃপক্ষের সনদপত্র প্রযোজ্য।	[43, 1856, 752, 1870]
table-cell	[581, 1414, 752, 1467]
vacancy-table	[14, 1050, 752, 1701]
table-row	[777, 372, 1499, 535]
note-marker: খ।	[827, 2120, 838, 2133]
table-row	[15, 1362, 752, 1414]
row-number: ১৩।	[779, 1750, 823, 1770]
row-value: পুলিশ সুপার, নরসিংদী।	[1093, 1890, 1497, 1911]
row-value: পুলিশ সুপারের কার্যালয়, বিলাসদী, নরসিংদী।	[1093, 1750, 1497, 1770]
note-marker: ক।	[827, 2090, 839, 2104]
